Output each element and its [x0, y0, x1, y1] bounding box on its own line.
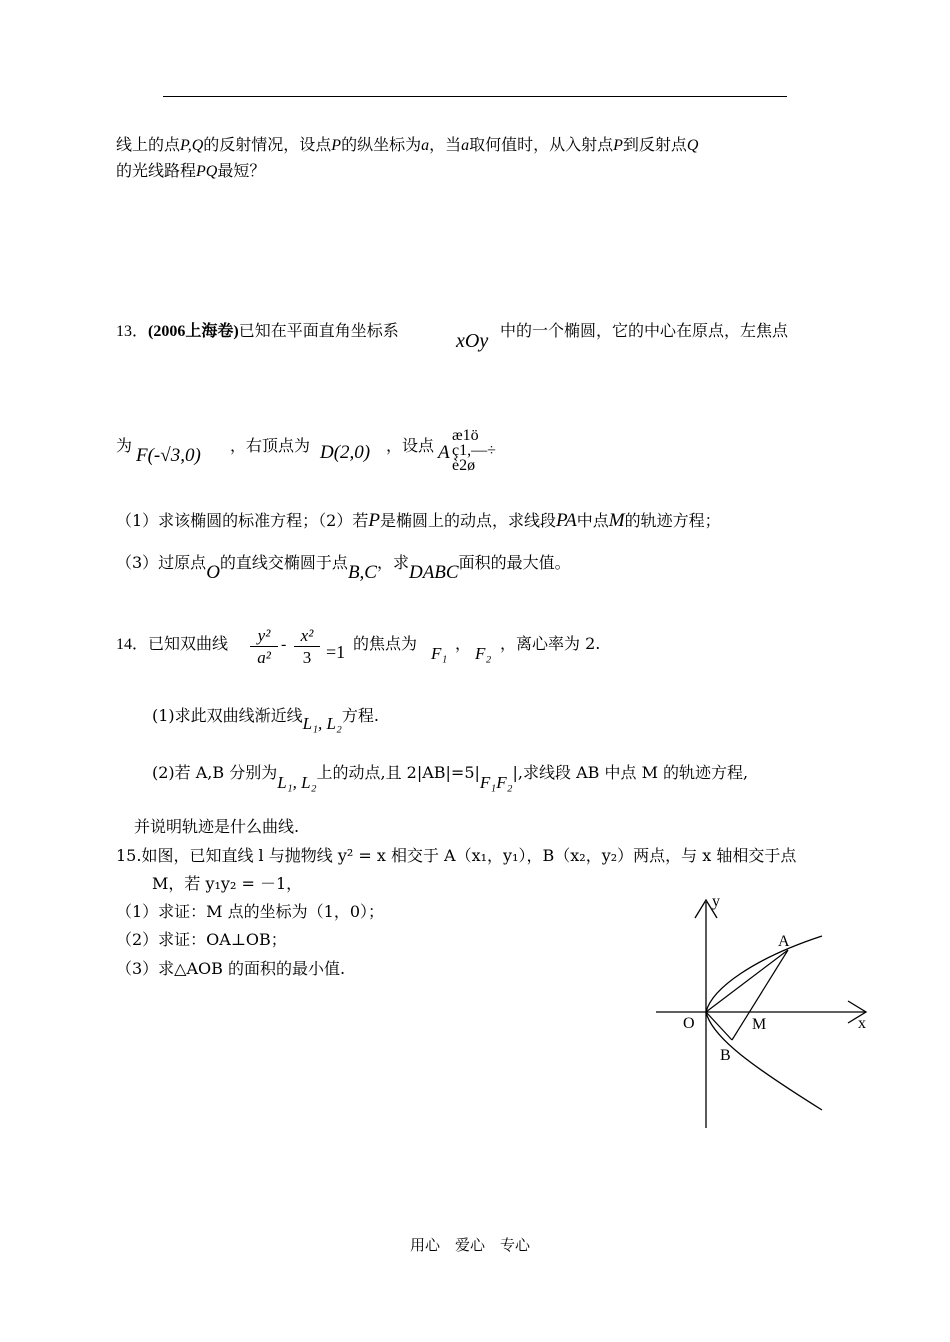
- p13-line2-mid: ，右顶点为: [230, 436, 311, 455]
- p14-question-1: (1)求此双曲线渐近线L₁, L₂方程.: [152, 706, 379, 733]
- p13-line1-end: 中的一个椭圆，它的中心在原点，左焦点: [500, 321, 789, 340]
- p12-line1: 线上的点P,Q的反射情况，设点P的纵坐标为a，当a取何值时，从入射点P到反射点Q: [116, 135, 699, 154]
- label-o: O: [683, 1015, 695, 1032]
- parabola-upper: [706, 936, 822, 1012]
- p14-f2: F₂: [475, 644, 492, 663]
- label-y: y: [712, 893, 720, 910]
- p15-line2: M，若 y₁y₂ = －1，: [152, 874, 303, 893]
- segment-oa: [706, 950, 788, 1012]
- p15-question-2: （2）求证：OA⊥OB；: [116, 930, 287, 949]
- p14-sep: ，: [455, 634, 472, 653]
- label-a: A: [778, 933, 790, 950]
- p13-line2-end: ，设点: [386, 436, 435, 455]
- p14-fraction-2: $\frac{\text{x²}}{3}$: [294, 626, 320, 669]
- segment-ob: [706, 1012, 732, 1040]
- p13-garbled-point: æ1ö ç1,—÷ è2ø: [452, 427, 496, 474]
- parabola-figure: [650, 888, 880, 1133]
- p13-line1: 13．(2006上海卷)已知在平面直角坐标系: [116, 321, 399, 340]
- footer-text: 用心 爱心 专心: [410, 1236, 531, 1254]
- label-m: M: [752, 1016, 767, 1033]
- p13-vertex: D(2,0): [320, 442, 371, 463]
- p14-f1: F₁: [431, 644, 448, 663]
- header-rule: [163, 96, 787, 97]
- p12-line2: 的光线路程PQ最短？: [116, 161, 266, 180]
- p13-focus: F(-√3,0): [136, 445, 201, 466]
- p14-line1-end: ，离心率为 2.: [500, 634, 601, 653]
- p15-line1: 15.如图，已知直线 l 与抛物线 y² = x 相交于 A（x₁，y₁），B（x₂，y₂）两点，与 x 轴相交于点: [116, 846, 797, 865]
- label-x: x: [858, 1015, 866, 1032]
- p14-line1-mid: 的焦点为: [353, 634, 418, 653]
- p13-question-1-2: （1）求该椭圆的标准方程；（2）若P是椭圆上的动点，求线段PA中点M的轨迹方程；: [116, 510, 721, 531]
- p13-line2-start: 为: [116, 436, 133, 455]
- p14-equals: =1: [326, 642, 346, 662]
- label-b: B: [720, 1047, 731, 1064]
- p14-minus: -: [281, 636, 287, 653]
- p14-fraction-1: $\frac{\text{y²}}{\text{a²}}$: [250, 626, 278, 669]
- p15-question-3: （3）求△AOB 的面积的最小值.: [116, 959, 346, 978]
- p13-coord: xOy: [456, 330, 489, 352]
- p15-question-1: （1）求证：M 点的坐标为（1，0）；: [116, 902, 385, 921]
- p14-line1-start: 14．已知双曲线: [116, 634, 229, 653]
- p14-question-2: (2)若 A,B 分别为L₁, L₂上的动点,且 2|AB|=5|F₁F₂|,求线段 AB 中点 M 的轨迹方程,: [152, 763, 749, 792]
- p14-question-2-cont: 并说明轨迹是什么曲线.: [134, 817, 300, 836]
- p13-question-3: （3）过原点O的直线交椭圆于点B,C，求DABC面积的最大值。: [116, 553, 571, 583]
- p13-point-a: A: [438, 442, 450, 463]
